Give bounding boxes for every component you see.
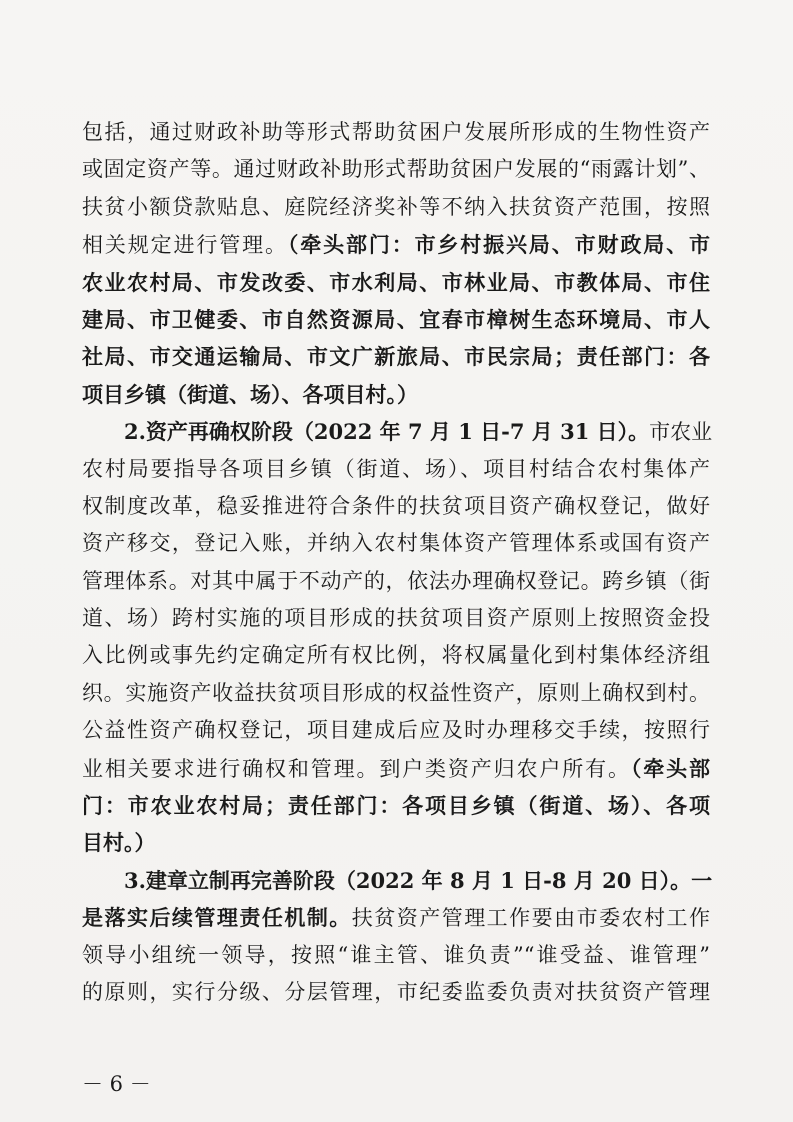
text-line: 的原则，实行分级、分层管理，市纪委监委负责对扶贫资产管理 <box>82 979 710 1004</box>
text-line: 或固定资产等。通过财政补助形式帮助贫困户发展的“雨露计划”、 <box>82 157 710 182</box>
text-line <box>82 750 710 787</box>
text-line: 目村。） <box>82 830 156 856</box>
text-segment: 相关规定进行管理。 <box>82 233 288 258</box>
text-line: 扶贫小额贷款贴息、庭院经济奖补等不纳入扶贫资产范围，按照 <box>82 194 710 219</box>
text-line: 资产移交，登记入账，并纳入农村集体资产管理体系或国有资产 <box>82 531 710 556</box>
text-line: 道、场）跨村实施的项目形成的扶贫项目资产原则上按照资金投 <box>82 606 710 631</box>
text-line: 权制度改革，稳妥推进符合条件的扶贫项目资产确权登记，做好 <box>82 493 710 518</box>
text-line <box>82 226 710 263</box>
text-segment: 扶贫资产管理工作要由市委农村工作 <box>351 906 711 931</box>
text-line: 管理体系。对其中属于不动产的，依法办理确权登记。跨乡镇（街 <box>82 568 710 593</box>
text-line: 农业农村局、市发改委、市水利局、市林业局、市教体局、市住 <box>82 269 710 295</box>
text-line: 领导小组统一领导，按照“谁主管、谁负责”“谁受益、谁管理” <box>82 942 710 967</box>
text-line: 织。实施资产收益扶贫项目形成的权益性资产，原则上确权到村。 <box>82 680 710 705</box>
text-line: 农村局要指导各项目乡镇（街道、场）、项目村结合农村集体产 <box>82 456 710 481</box>
body-text <box>82 114 713 1011</box>
section-heading: 2.资产再确权阶段（2022 年 7 月 1 日-7 月 31 日）。 <box>124 419 650 445</box>
text-line: 门：市农业农村局；责任部门：各项目乡镇（街道、场）、各项 <box>82 793 710 819</box>
text-line: 社局、市交通运输局、市文广新旅局、市民宗局；责任部门：各 <box>82 344 710 370</box>
text-line: 包括，通过财政补助等形式帮助贫困户发展所形成的生物性资产 <box>82 120 710 144</box>
text-line: 入比例或事先约定确定所有权比例，将权属量化到村集体经济组 <box>82 643 710 668</box>
page-number: － 6 － <box>82 1072 151 1096</box>
text-line: 建局、市卫健委、市自然资源局、宜春市樟树生态环境局、市人 <box>82 306 710 332</box>
text-line: 公益性资产确权登记，项目建成后应及时办理移交手续，按照行 <box>82 718 710 743</box>
text-line <box>82 899 710 936</box>
subsection-heading: 是落实后续管理责任机制。 <box>82 905 352 931</box>
section-heading-line <box>82 413 713 450</box>
section-heading: 3.建章立制再完善阶段（2022 年 8 月 1 日-8 月 20 日）。一 <box>124 867 713 893</box>
lead-department-note: （牵头部门：市乡村振兴局、市财政局、市 <box>287 232 711 258</box>
text-segment: 业相关要求进行确权和管理。到户类资产归农户所有。 <box>82 756 631 781</box>
text-segment: 市农业 <box>649 420 713 445</box>
lead-department-note: （牵头部 <box>630 755 711 781</box>
text-line: 项目乡镇（街道、场）、各项目村。） <box>82 381 418 407</box>
